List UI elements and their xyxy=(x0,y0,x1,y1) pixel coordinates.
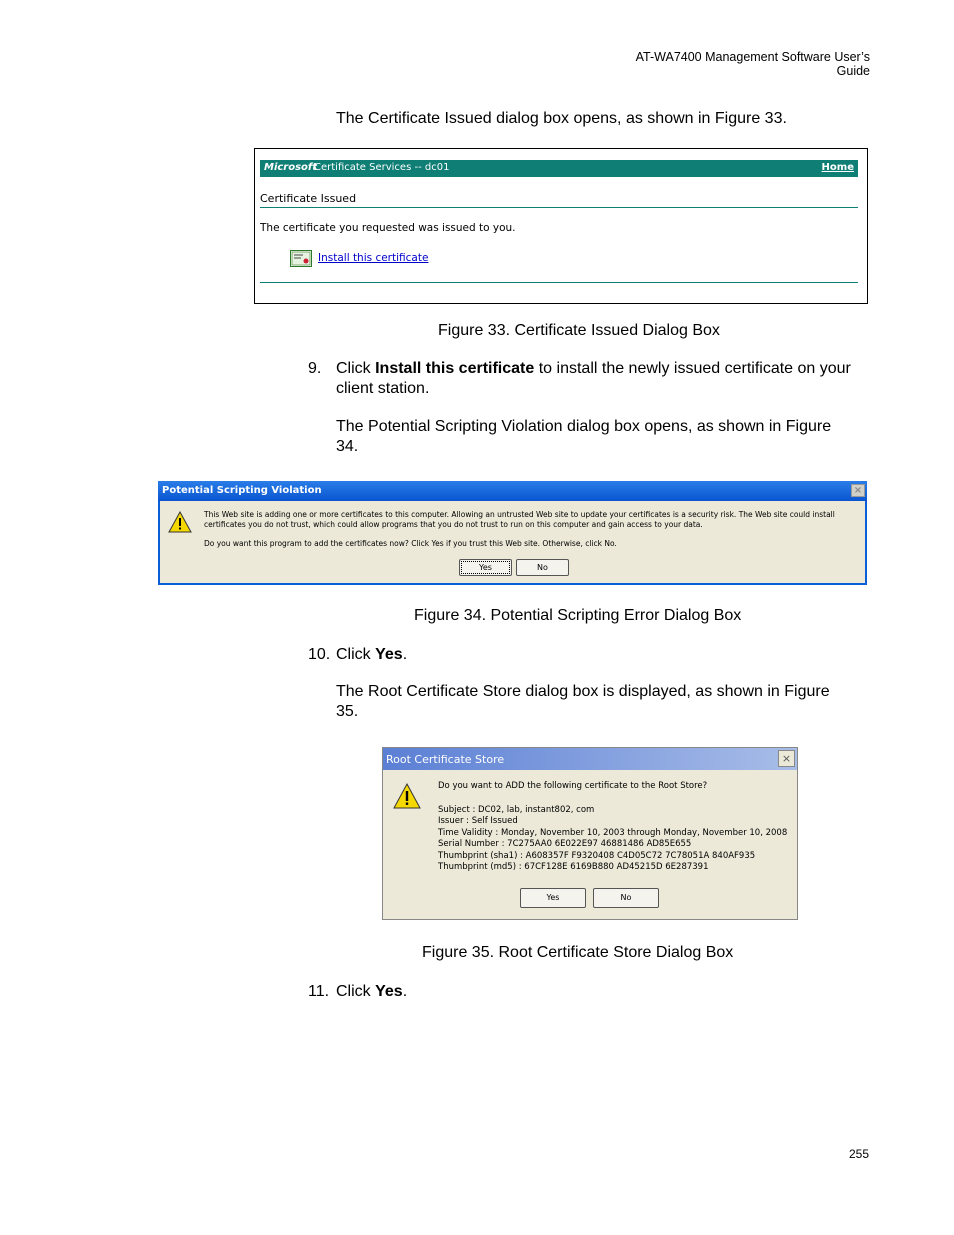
cert-issued-title: Certificate Issued xyxy=(260,192,357,205)
step10-pre: Click xyxy=(336,646,376,663)
close-icon[interactable]: × xyxy=(851,484,865,497)
step11-bold: Yes xyxy=(375,983,403,1000)
cert-sha1: Thumbprint (sha1) : A608357F F9320408 C4D05C72 7C78051A 840AF935 xyxy=(438,850,756,861)
dialog-titlebar xyxy=(383,748,797,770)
dialog-title: Root Certificate Store xyxy=(386,753,505,766)
step11-pre: Click xyxy=(336,983,376,1000)
step9-text xyxy=(336,359,861,399)
certificate-issued-figure xyxy=(254,148,868,304)
cert-md5: Thumbprint (md5) : 67CF128E 6169B880 AD45215D 6E287391 xyxy=(438,862,709,872)
dialog-warning-text: This Web site is adding one or more certificates to this computer. Allowing an untrusted Web site to update your certificates is a security risk. The Web site could install certificates you do not trust, which could allow programs that you do not trust to run on this computer and gain access to your data. xyxy=(204,510,835,529)
step10-post: . xyxy=(402,646,408,663)
yes-button[interactable]: Yes xyxy=(520,888,586,908)
install-certificate-link[interactable]: Install this certificate xyxy=(318,252,429,264)
step10-number: 10. xyxy=(308,646,331,663)
cert-issuer: Issuer : Self Issued xyxy=(438,816,518,826)
figure34-caption: Figure 34. Potential Scripting Error Dialog Box xyxy=(414,607,742,624)
no-button[interactable]: No xyxy=(516,559,569,576)
warning-icon xyxy=(393,783,421,809)
warning-icon xyxy=(168,511,192,533)
step10-text xyxy=(336,645,407,665)
brand-label: Microsoft xyxy=(264,162,318,173)
dialog-question: Do you want this program to add the certificates now? Click Yes if you trust this Web site. Otherwise, click No. xyxy=(204,539,617,548)
home-link[interactable]: Home xyxy=(821,162,854,173)
potential-scripting-violation-figure xyxy=(158,481,867,585)
service-label: Certificate Services -- dc01 xyxy=(314,162,450,173)
step10-followup: The Root Certificate Store dialog box is displayed, as shown in Figure 35. xyxy=(336,683,830,720)
dialog-question: Do you want to ADD the following certificate to the Root Store? xyxy=(438,781,708,791)
page-number: 255 xyxy=(848,1147,869,1161)
running-header: AT-WA7400 Management Software User’s Guide xyxy=(635,50,870,78)
figure35-caption: Figure 35. Root Certificate Store Dialog Box xyxy=(422,944,734,961)
step11-number: 11. xyxy=(308,983,330,1000)
no-button[interactable]: No xyxy=(593,888,659,908)
step9-pre: Click xyxy=(336,360,376,377)
yes-button[interactable]: Yes xyxy=(459,559,512,576)
cert-serial: Serial Number : 7C275AA0 6E022E97 46881486 AD85E655 xyxy=(438,839,692,849)
step11-post: . xyxy=(402,983,408,1000)
root-certificate-store-figure xyxy=(382,747,798,920)
step10-bold: Yes xyxy=(375,646,403,663)
bottom-rule xyxy=(260,282,858,283)
step9-bold: Install this certificate xyxy=(375,360,535,377)
close-icon[interactable]: × xyxy=(778,750,795,767)
certificate-icon xyxy=(290,250,312,267)
dialog-titlebar xyxy=(158,481,867,501)
figure33-caption: Figure 33. Certificate Issued Dialog Box xyxy=(438,322,720,339)
step9-number: 9. xyxy=(308,360,322,377)
cert-subject: Subject : DC02, lab, instant802, com xyxy=(438,804,595,815)
cert-validity: Time Validity : Monday, November 10, 2003 through Monday, November 10, 2008 xyxy=(438,827,788,838)
step11-text xyxy=(336,982,407,1002)
cert-services-bar xyxy=(260,160,858,177)
intro-paragraph: The Certificate Issued dialog box opens, as shown in Figure 33. xyxy=(336,110,787,127)
dialog-body xyxy=(438,781,787,874)
step9-post: to install the newly issued certificate on your client station. xyxy=(336,360,851,397)
title-rule xyxy=(260,207,858,208)
cert-issued-message: The certificate you requested was issued to you. xyxy=(260,222,516,234)
step9-followup: The Potential Scripting Violation dialog box opens, as shown in Figure 34. xyxy=(336,418,832,455)
dialog-title: Potential Scripting Violation xyxy=(162,485,322,496)
